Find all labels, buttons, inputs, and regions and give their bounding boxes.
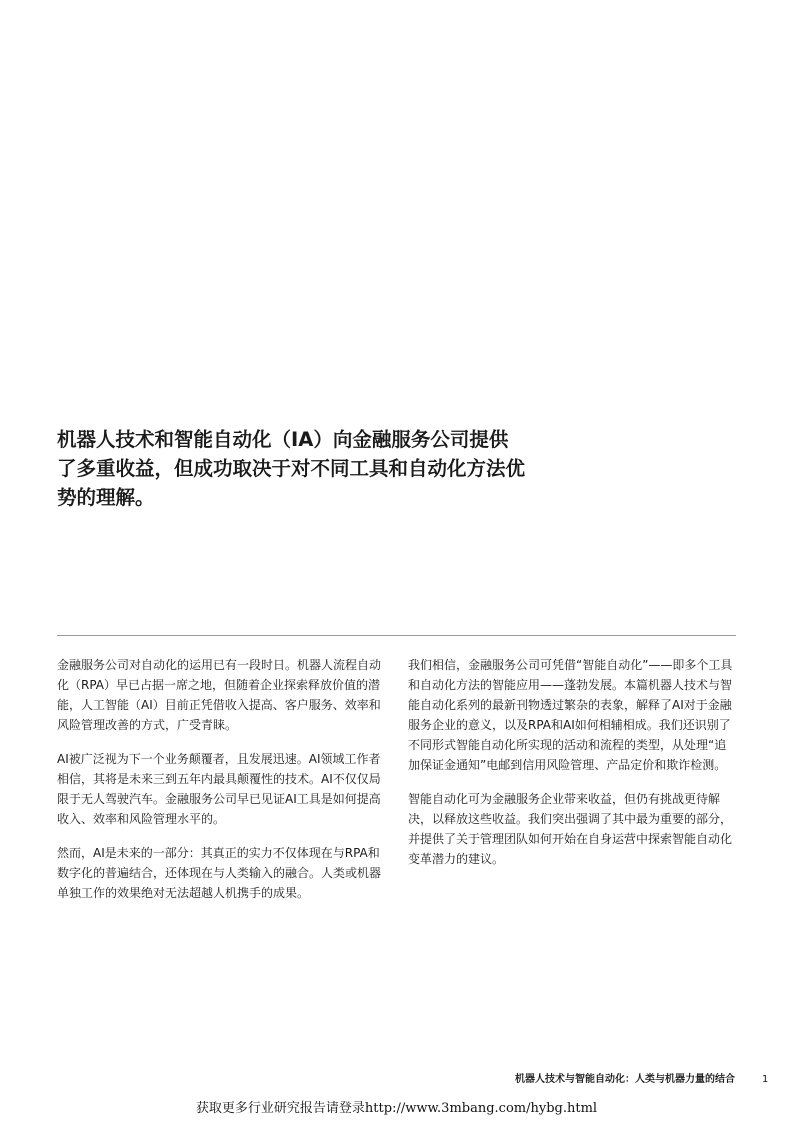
right-column — [408, 655, 738, 883]
paragraph: AI被广泛视为下一个业务颠覆者，且发展迅速。AI领域工作者相信，其将是未来三到五年内最具颠覆性的技术。AI不仅仅局限于无人驾驶汽车。金融服务公司早已见证AI工具是如何提高收入、效率和风险管理水平的。 — [57, 752, 381, 826]
left-column — [57, 655, 387, 917]
paragraph: 金融服务公司对自动化的运用已有一段时日。机器人流程自动化（RPA）早已占据一席之地，但随着企业探索释放价值的潜能，人工智能（AI）目前正凭借收入提高、客户服务、效率和风险管理改善的方式，广受青睐。 — [57, 658, 382, 732]
headline: 机器人技术和智能自动化（IA）向金融服务公司提供了多重收益，但成功取决于对不同工具和自动化方法优势的理解。 — [57, 428, 526, 509]
section-divider — [57, 635, 736, 636]
paragraph: 我们相信，金融服务公司可凭借“智能自动化”——即多个工具和自动化方法的智能应用——蓬勃发展。本篇机器人技术与智能自动化系列的最新刊物透过繁杂的表象，解释了AI对于金融服务企业的意义，以及RPA和AI如何相辅相成。我们还识别了不同形式智能自动化所实现的活动和流程的类型，从处理“追加保证金通知”电邮到信用风险管理、产品定价和欺诈检测。 — [408, 658, 733, 772]
footer-title: 机器人技术与智能自动化：人类与机器力量的结合 — [515, 1074, 735, 1085]
watermark-link-text: 获取更多行业研究报告请登录http://www.3mbang.com/hybg.html — [195, 1101, 598, 1116]
page-number: 1 — [762, 1074, 769, 1085]
paragraph: 然而，AI是未来的一部分：其真正的实力不仅体现在与RPA和数字化的普遍结合，还体现在与人类输入的融合。人类或机器单独工作的效果绝对无法超越人机携手的成果。 — [57, 846, 382, 900]
paragraph: 智能自动化可为金融服务企业带来收益，但仍有挑战更待解决，以释放这些收益。我们突出强调了其中最为重要的部分，并提供了关于管理团队如何开始在自身运营中探索智能自动化变革潜力的建议。 — [408, 792, 733, 866]
